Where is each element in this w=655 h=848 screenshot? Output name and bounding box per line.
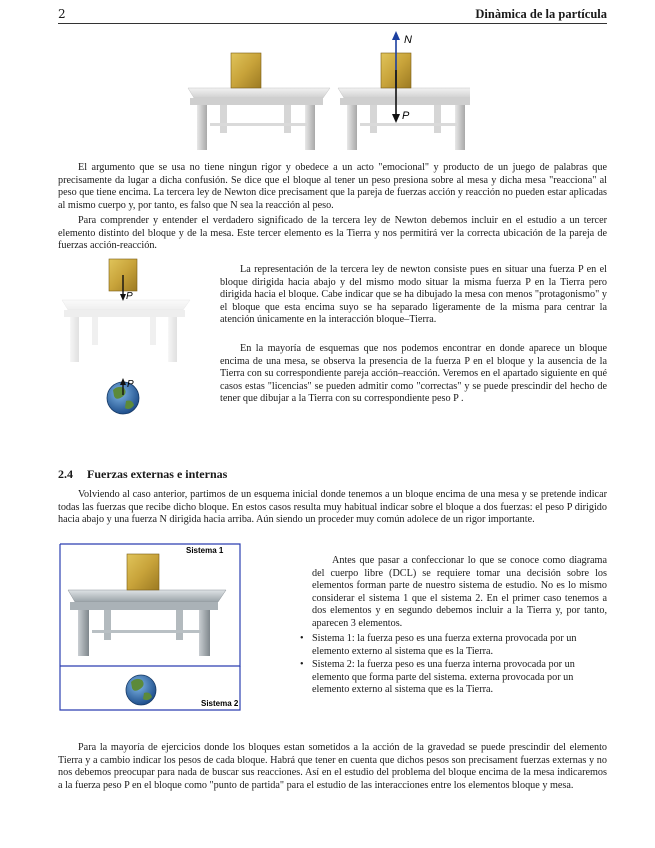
section-heading <box>58 467 241 482</box>
label-N: N <box>404 34 412 46</box>
header-rule <box>58 23 607 24</box>
system-bullet-list <box>300 633 607 698</box>
paragraph-7: Para la mayoría de ejercicios donde los bloques estan sometidos a la acción de la gravedad se puede prescindir del elemento Tierra y a cambio indicar los pesos de cada bloque. Habrá que tener en cuenta que dichos pesos son precisament fuerzas externas y no nos debemos preocupar para nada de buscar sus reacciones. Así en el estudio del problema del bloque encima de la mesa indicaremos a la fuerza peso P en el bloque como "punto de partida" para el estudio de las interacciones entre los elementos bloque y mesa. <box>58 742 607 791</box>
paragraph-3: La representación de la tercera ley de newton consiste pues en situar una fuerza P en el bloque dirigida hacia abajo y del mismo modo situar la misma fuerza P en la Tierra pero dirigida hacia el bloque. Cabe indicar que se ha dibujado la mesa con menos "protagonismo" y el bloque que esta encima suyo se ha separado ligeramente de la misma para centrar la atención únicamente en la interacción bloque–Tierra. <box>220 264 607 326</box>
bullet-sistema-1: • Sistema 1: la fuerza peso es una fuerza externa provocada por un elemento externo al sistema que es la Tierra. <box>300 633 607 658</box>
earth-icon <box>126 675 156 705</box>
label-sistema-2: Sistema 2 <box>201 699 239 708</box>
paragraph-4: En la mayoría de esquemas que nos podemos encontrar en donde aparece un bloque encima de una mesa, se observa la presencia de la fuerza P en el bloque y la ausencia de la Tierra con su correspondiente pareja acción–reacción. Veremos en el apartado siguiente en qué casos estas "licencias" se pueden admitir como "correctas" y se puede prescindir del hecho de tener que dibujar a la Tierra con su correspondiente peso P . <box>220 343 607 405</box>
label-sistema-1: Sistema 1 <box>186 546 224 555</box>
figure-system-definition <box>58 542 244 714</box>
label-P: P <box>402 110 410 122</box>
figure-block-earth-interaction <box>58 255 198 425</box>
section-title: Fuerzas externas e internas <box>87 467 228 481</box>
paragraph-6: Antes que pasar a confeccionar lo que se conoce como diagrama del cuerpo libre (DCL) se requiere tomar una decisión sobre los elementos forman parte de nuestro sistema de estudio. No es lo mismo considerar el sistema 1 que el sistema 2. En el primer caso tenemos a dos elementos y en segundo debemos incluir a la Tierra y, por tanto, aparecen 3 elementos. <box>312 555 607 629</box>
block-left <box>231 53 261 88</box>
label-P-earth: P <box>127 379 134 390</box>
paragraph-5: Volviendo al caso anterior, partimos de un esquema inicial donde tenemos a un bloque encima de una mesa y se pretende indicar todas las fuerzas que recibe dicho bloque. En estos casos resulta muy habitual indicar sobre el bloque a dos fuerzas: el peso P dirigido hacia abajo y una fuerza N dirigida hacia arriba. Aún siendo un proceder muy común adolece de un rigor importante. <box>58 489 607 526</box>
paragraph-1: El argumento que se usa no tiene ningun rigor y obedece a un acto "emocional" y producto de un juego de palabras que precisamente da lugar a dicha confusión. Se dice que el bloque al tener un peso presiona sobre al mesa y dicha mesa "reacciona" al peso que tiene encima. La tercera ley de Newton dice precisament que la pareja de fuerzas acción y reacción no pueden estar aplicadas al mismo cuerpo y, por tanto, es falso que N sea la reacción al peso. <box>58 162 607 211</box>
section-number: 2.4 <box>58 467 73 481</box>
block <box>127 554 159 590</box>
table-left <box>188 88 330 150</box>
paragraph-2: Para comprender y entender el verdadero significado de la tercera ley de Newton debemos incluir en el estudio a un tercer elemento distinto del bloque y de la mesa. Este tercer elemento es la Tierra y nos permitirá ver la correcta ubicación de la pareja de fuerzas acción-reacción. <box>58 215 607 252</box>
label-P-block: P <box>126 291 133 302</box>
figure-block-on-table <box>180 28 470 156</box>
bullet-sistema-2: • Sistema 2: la fuerza peso es una fuerza interna provocada por un elemento que forma parte del sistema. externa provocada por un elemento externo al sistema que es la Tierra. <box>300 659 607 697</box>
dark-table <box>68 590 226 656</box>
page-number: 2 <box>58 7 66 21</box>
faded-table <box>62 300 190 362</box>
running-title: Dinàmica de la partícula <box>475 7 607 21</box>
